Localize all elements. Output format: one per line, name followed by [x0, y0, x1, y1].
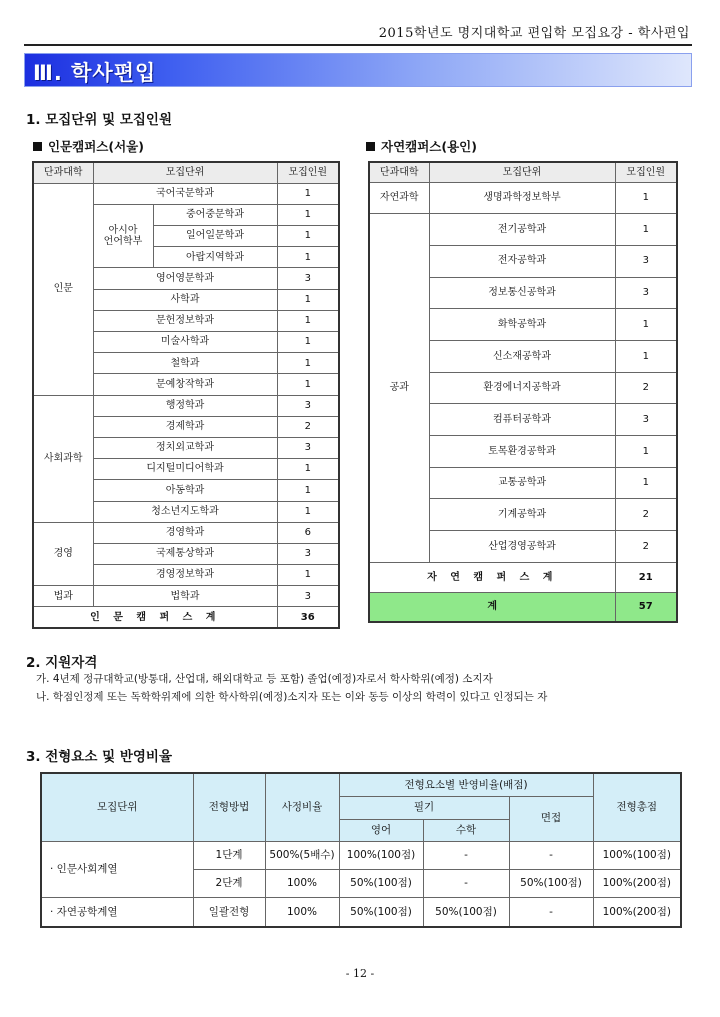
selection-table — [40, 772, 682, 928]
grand-total-row — [369, 592, 677, 622]
header-count: 모집인원 — [277, 162, 339, 183]
screen-cell: 100% — [265, 869, 339, 897]
total-label: 인 문 캠 퍼 스 계 — [33, 607, 277, 628]
count-cell: 1 — [277, 353, 339, 374]
count-cell: 1 — [277, 332, 339, 353]
count-cell: 3 — [615, 277, 677, 309]
unit-cell: 중어중문학과 — [153, 204, 277, 225]
method-cell: 일괄전형 — [193, 897, 265, 927]
section2-title: 2. 지원자격 — [26, 655, 98, 671]
table-header-row — [33, 162, 339, 183]
document-header-title: 2015학년도 명지대학교 편입학 모집요강 - 학사편입 — [378, 26, 690, 41]
unit-cell: 산업경영공학과 — [429, 531, 615, 563]
method-cell: 1단계 — [193, 841, 265, 869]
unit-cell: 환경에너지공학과 — [429, 372, 615, 404]
header-divider — [24, 44, 692, 46]
unit-cell: 국어국문학과 — [93, 183, 277, 204]
screen-cell: 500%(5배수) — [265, 841, 339, 869]
unit-cell: 청소년지도학과 — [93, 501, 277, 522]
count-cell: 1 — [277, 374, 339, 395]
table-row — [33, 183, 339, 204]
count-cell: 3 — [277, 395, 339, 416]
table-row — [41, 841, 681, 869]
unit-cell: 화학공학과 — [429, 309, 615, 341]
interview-cell: - — [509, 841, 593, 869]
count-cell: 1 — [277, 565, 339, 586]
count-cell: 2 — [615, 531, 677, 563]
table-row — [369, 182, 677, 214]
unit-cell: 신소재공학과 — [429, 340, 615, 372]
english-cell: 50%(100점) — [339, 869, 423, 897]
count-cell: 2 — [277, 416, 339, 437]
unit-cell: 전자공학과 — [429, 245, 615, 277]
college-cell: 경영 — [33, 522, 93, 586]
college-cell: 법과 — [33, 586, 93, 607]
count-cell: 1 — [615, 436, 677, 468]
unit-cell: 일어일문학과 — [153, 226, 277, 247]
english-cell: 100%(100점) — [339, 841, 423, 869]
section1-title: 1. 모집단위 및 모집인원 — [26, 112, 172, 128]
college-cell: 사회과학 — [33, 395, 93, 522]
banner-title: Ⅲ. 학사편입 — [33, 61, 157, 85]
section3-title: 3. 전형요소 및 반영비율 — [26, 749, 172, 765]
table-header-row — [369, 162, 677, 182]
count-cell: 1 — [277, 226, 339, 247]
square-bullet-icon — [33, 142, 42, 151]
unit-cell: 아랍지역학과 — [153, 247, 277, 268]
count-cell: 1 — [615, 340, 677, 372]
unit-cell: 미술사학과 — [93, 332, 277, 353]
right-campus-subtitle: 자연캠퍼스(용인) — [366, 137, 477, 155]
eligibility-item: 가. 4년제 정규대학교(방통대, 산업대, 해외대학교 등 포함) 졸업(예정)자로서 학사학위(예정) 소지자 — [36, 673, 493, 685]
unit-cell: 문예창작학과 — [93, 374, 277, 395]
count-cell: 3 — [277, 586, 339, 607]
college-cell: 자연과학 — [369, 182, 429, 214]
count-cell: 1 — [615, 309, 677, 341]
header-unit: 모집단위 — [93, 162, 277, 183]
header-method: 전형방법 — [193, 773, 265, 841]
count-cell: 1 — [277, 459, 339, 480]
subgroup-cell: 아시아 언어학부 — [93, 204, 153, 268]
header-written: 필기 — [339, 796, 509, 819]
header-math: 수학 — [423, 819, 509, 841]
square-bullet-icon — [366, 142, 375, 151]
count-cell: 3 — [277, 268, 339, 289]
header-english: 영어 — [339, 819, 423, 841]
count-cell: 1 — [277, 247, 339, 268]
interview-cell: - — [509, 897, 593, 927]
table-header-row — [41, 773, 681, 796]
unit-cell: 디지털미디어학과 — [93, 459, 277, 480]
count-cell: 3 — [277, 543, 339, 564]
unit-cell: 전기공학과 — [429, 214, 615, 246]
interview-cell: 50%(100점) — [509, 869, 593, 897]
unit-cell: 경영정보학과 — [93, 565, 277, 586]
math-cell: 50%(100점) — [423, 897, 509, 927]
unit-cell: · 자연공학계열 — [41, 897, 193, 927]
count-cell: 3 — [277, 437, 339, 458]
unit-cell: 경영학과 — [93, 522, 277, 543]
unit-cell: 경제학과 — [93, 416, 277, 437]
unit-cell: 사학과 — [93, 289, 277, 310]
count-cell: 2 — [615, 372, 677, 404]
total-count: 36 — [277, 607, 339, 628]
count-cell: 6 — [277, 522, 339, 543]
page-number: - 12 - — [345, 967, 375, 980]
header-college: 단과대학 — [369, 162, 429, 182]
total-cell: 100%(200점) — [593, 869, 681, 897]
unit-cell: 영어영문학과 — [93, 268, 277, 289]
method-cell: 2단계 — [193, 869, 265, 897]
math-cell: - — [423, 869, 509, 897]
unit-cell: 문헌정보학과 — [93, 310, 277, 331]
total-label: 자 연 캠 퍼 스 계 — [369, 562, 615, 592]
unit-cell: 토목환경공학과 — [429, 436, 615, 468]
grand-total-count: 57 — [615, 592, 677, 622]
table-row — [41, 897, 681, 927]
table-row — [33, 586, 339, 607]
total-count: 21 — [615, 562, 677, 592]
left-campus-subtitle: 인문캠퍼스(서울) — [33, 137, 144, 155]
total-cell: 100%(200점) — [593, 897, 681, 927]
count-cell: 3 — [615, 245, 677, 277]
unit-cell: 컴퓨터공학과 — [429, 404, 615, 436]
table-row — [33, 522, 339, 543]
humanities-campus-table — [32, 161, 340, 629]
count-cell: 1 — [277, 310, 339, 331]
college-cell: 공과 — [369, 214, 429, 563]
unit-cell: 기계공학과 — [429, 499, 615, 531]
math-cell: - — [423, 841, 509, 869]
header-total: 전형총점 — [593, 773, 681, 841]
total-row — [369, 562, 677, 592]
unit-cell: 생명과학정보학부 — [429, 182, 615, 214]
unit-cell: 교통공학과 — [429, 467, 615, 499]
count-cell: 2 — [615, 499, 677, 531]
count-cell: 1 — [277, 480, 339, 501]
count-cell: 1 — [277, 289, 339, 310]
count-cell: 1 — [615, 467, 677, 499]
count-cell: 1 — [277, 501, 339, 522]
english-cell: 50%(100점) — [339, 897, 423, 927]
unit-cell: 정치외교학과 — [93, 437, 277, 458]
count-cell: 1 — [615, 182, 677, 214]
eligibility-item: 나. 학점인정제 또는 독학학위제에 의한 학사학위(예정)소지자 또는 이와 동등 이상의 학력이 있다고 인정되는 자 — [36, 691, 548, 703]
header-college: 단과대학 — [33, 162, 93, 183]
count-cell: 3 — [615, 404, 677, 436]
unit-cell: 국제통상학과 — [93, 543, 277, 564]
unit-cell: · 인문사회계열 — [41, 841, 193, 897]
count-cell: 1 — [615, 214, 677, 246]
header-ratio: 전형요소별 반영비율(배점) — [339, 773, 593, 796]
unit-cell: 철학과 — [93, 353, 277, 374]
total-cell: 100%(100점) — [593, 841, 681, 869]
natural-campus-table — [368, 161, 678, 623]
section-banner — [24, 53, 692, 87]
count-cell: 1 — [277, 183, 339, 204]
total-row — [33, 607, 339, 628]
table-row — [369, 214, 677, 246]
header-screen: 사정비율 — [265, 773, 339, 841]
header-count: 모집인원 — [615, 162, 677, 182]
unit-cell: 아동학과 — [93, 480, 277, 501]
header-unit: 모집단위 — [429, 162, 615, 182]
unit-cell: 법학과 — [93, 586, 277, 607]
unit-cell: 정보통신공학과 — [429, 277, 615, 309]
header-unit: 모집단위 — [41, 773, 193, 841]
count-cell: 1 — [277, 204, 339, 225]
screen-cell: 100% — [265, 897, 339, 927]
unit-cell: 행정학과 — [93, 395, 277, 416]
college-cell: 인문 — [33, 183, 93, 395]
grand-total-label: 계 — [369, 592, 615, 622]
header-interview: 면접 — [509, 796, 593, 841]
table-row — [33, 395, 339, 416]
